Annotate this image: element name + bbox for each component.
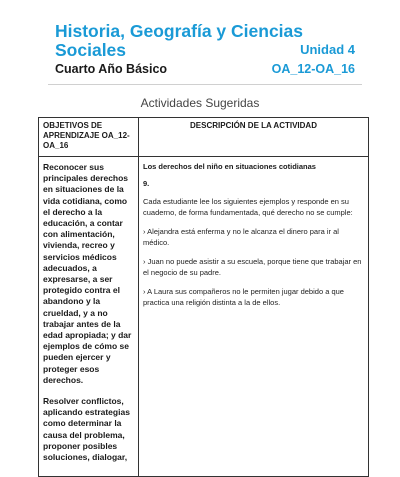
section-title: Actividades Sugeridas [140,96,260,110]
document-title: Historia, Geografía y Ciencias Sociales [55,21,304,60]
table-header-row [39,118,369,157]
activities-table [38,117,369,477]
activity-item: › Juan no puede asistir a su escuela, porque tiene que trabajar en el negocio de su padre. [143,257,362,277]
unit-label: Unidad 4 [300,42,355,57]
header-subrow [55,62,355,78]
table-row [39,157,369,477]
objective-text: Reconocer sus principales derechos en situaciones de la vida cotidiana, como el derecho a la educación, a contar con alimentación, vivienda, recreo y servicios médicos adecuados, a expresarse, a ser protegido contra el abandono y la crueldad, y a no trabajar antes de la edad apropiada; y dar ejemplos de cómo se pueden ejercer y proteger esos derechos. [43,162,132,385]
header-divider [48,84,362,85]
activity-item: › A Laura sus compañeros no le permiten jugar debido a que practica una religión distinta a la de ellos. [143,287,344,307]
objectives-column-header: OBJETIVOS DE APRENDIZAJE OA_12-OA_16 [39,118,139,157]
grade-label: Cuarto Año Básico [55,62,168,76]
activity-intro: Cada estudiante lee los siguientes ejemplos y responde en su cuaderno, de forma fundamentada, qué derecho no se cumple: [143,197,353,217]
activity-item: › Alejandra está enferma y no le alcanza el dinero para ir al médico. [143,227,339,247]
activity-cell [139,157,369,477]
activity-title: Los derechos del niño en situaciones cotidianas [143,162,316,171]
objective-text: Resolver conflictos, aplicando estrategias como determinar la causa del problema, proponer posibles soluciones, dialogar, [43,396,130,463]
objective-code: OA_12-OA_16 [271,62,355,76]
activity-column-header: DESCRIPCIÓN DE LA ACTIVIDAD [139,118,369,157]
objectives-cell [39,157,139,477]
activity-number: 9. [143,179,150,188]
document-header [55,22,355,78]
